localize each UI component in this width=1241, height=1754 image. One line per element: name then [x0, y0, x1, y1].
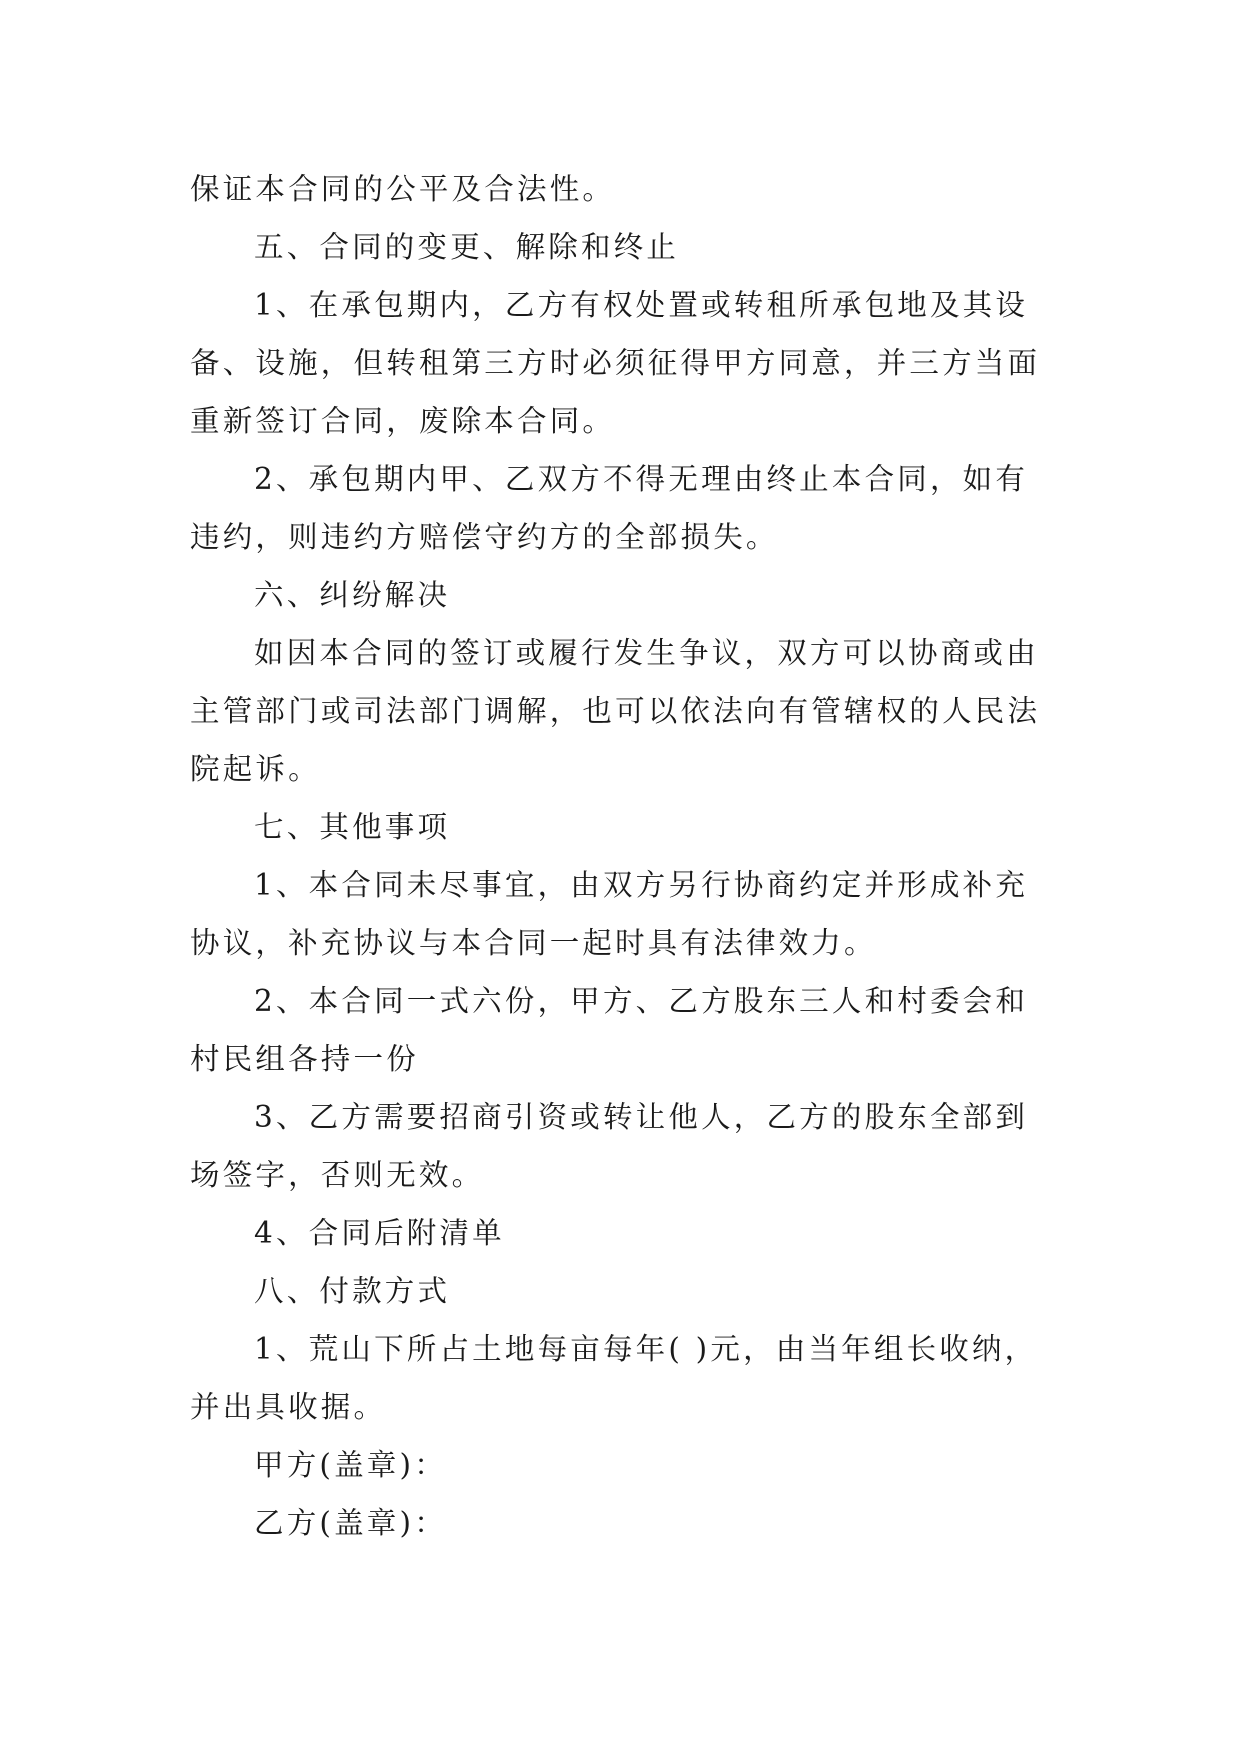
paragraph-line: 1、在承包期内，乙方有权处置或转租所承包地及其设 [254, 288, 1029, 322]
section-heading-7: 七、其他事项 [254, 810, 451, 844]
paragraph-line: 场签字，否则无效。 [190, 1158, 485, 1192]
paragraph-line: 2、本合同一式六份，甲方、乙方股东三人和村委会和 [254, 984, 1029, 1018]
paragraph-line: 违约，则违约方赔偿守约方的全部损失。 [190, 520, 779, 554]
paragraph-line: 并出具收据。 [190, 1390, 387, 1424]
section-heading-5: 五、合同的变更、解除和终止 [254, 230, 680, 264]
paragraph-line: 保证本合同的公平及合法性。 [190, 172, 616, 206]
paragraph-line: 主管部门或司法部门调解，也可以依法向有管辖权的人民法 [190, 694, 1041, 728]
paragraph-line: 1、本合同未尽事宜，由双方另行协商约定并形成补充 [254, 868, 1029, 902]
paragraph-line: 备、设施，但转租第三方时必须征得甲方同意，并三方当面 [190, 346, 1041, 380]
section-heading-6: 六、纠纷解决 [254, 578, 451, 612]
paragraph-line: 院起诉。 [190, 752, 321, 786]
paragraph-line: 3、乙方需要招商引资或转让他人，乙方的股东全部到 [254, 1100, 1029, 1134]
paragraph-line: 重新签订合同，废除本合同。 [190, 404, 616, 438]
paragraph-line: 4、合同后附清单 [254, 1216, 505, 1250]
document-body [190, 160, 1050, 1552]
section-heading-8: 八、付款方式 [254, 1274, 451, 1308]
paragraph-line: 如因本合同的签订或履行发生争议，双方可以协商或由 [254, 636, 1039, 670]
paragraph-line: 2、承包期内甲、乙双方不得无理由终止本合同，如有 [254, 462, 1029, 496]
paragraph-line: 1、荒山下所占土地每亩每年( )元，由当年组长收纳， [254, 1332, 1038, 1366]
paragraph-line: 村民组各持一份 [190, 1042, 419, 1076]
party-b-seal-line: 乙方(盖章)： [254, 1506, 447, 1540]
party-a-seal-line: 甲方(盖章)： [254, 1448, 447, 1482]
paragraph-line: 协议，补充协议与本合同一起时具有法律效力。 [190, 926, 877, 960]
